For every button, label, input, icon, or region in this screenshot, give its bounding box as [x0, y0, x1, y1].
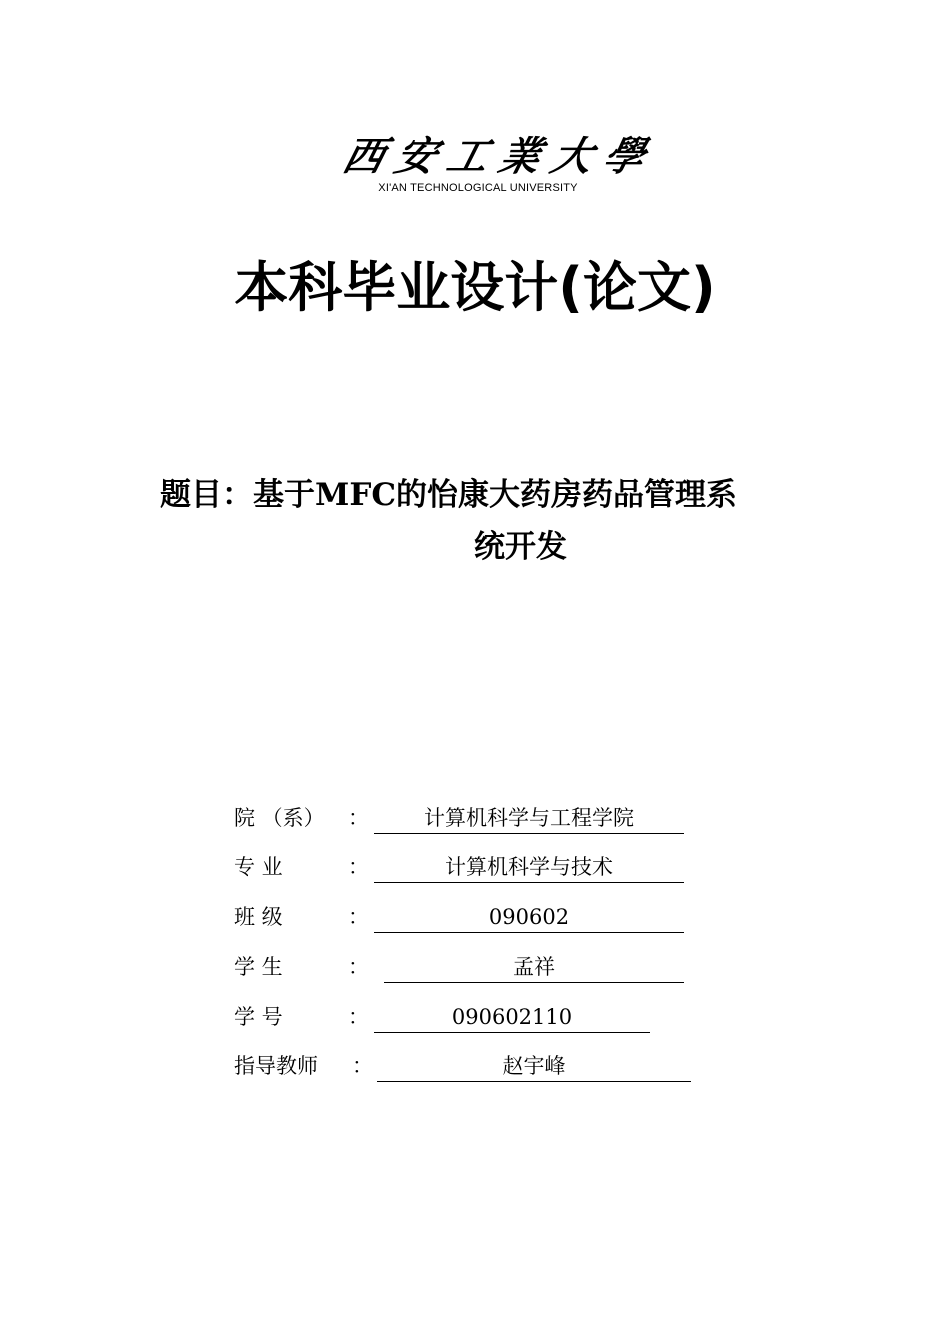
thesis-topic-line2: 统开发: [474, 529, 567, 565]
major-colon: ：: [348, 855, 369, 879]
thesis-topic-line1: 题目：基于MFC的怡康大药房药品管理系: [160, 477, 737, 513]
department-colon: ：: [348, 806, 369, 830]
major-label: 专 业: [234, 855, 283, 879]
class-value: 090602: [374, 902, 684, 933]
advisor-label: 指导教师: [234, 1054, 318, 1078]
thesis-topic: [160, 474, 800, 568]
advisor-colon: ：: [352, 1054, 373, 1078]
university-name-calligraphy: 西安工業大學: [338, 133, 662, 180]
student-id-value: 090602110: [374, 1002, 650, 1033]
class-label: 班 级: [234, 905, 283, 929]
student-id-colon: ：: [348, 1005, 369, 1029]
student-value: 孟祥: [384, 952, 684, 983]
major-value: 计算机科学与技术: [374, 852, 684, 883]
department-label: 院 （系）: [234, 806, 325, 830]
student-id-label: 学 号: [234, 1005, 283, 1029]
student-label: 学 生: [234, 955, 283, 979]
university-name-english: XI'AN TECHNOLOGICAL UNIVERSITY: [378, 182, 578, 194]
university-logo: [330, 132, 662, 202]
student-colon: ：: [348, 955, 369, 979]
document-title: 本科毕业设计(论文): [234, 256, 716, 319]
department-value: 计算机科学与工程学院: [374, 803, 684, 834]
class-colon: ：: [348, 905, 369, 929]
advisor-value: 赵宇峰: [377, 1051, 691, 1082]
